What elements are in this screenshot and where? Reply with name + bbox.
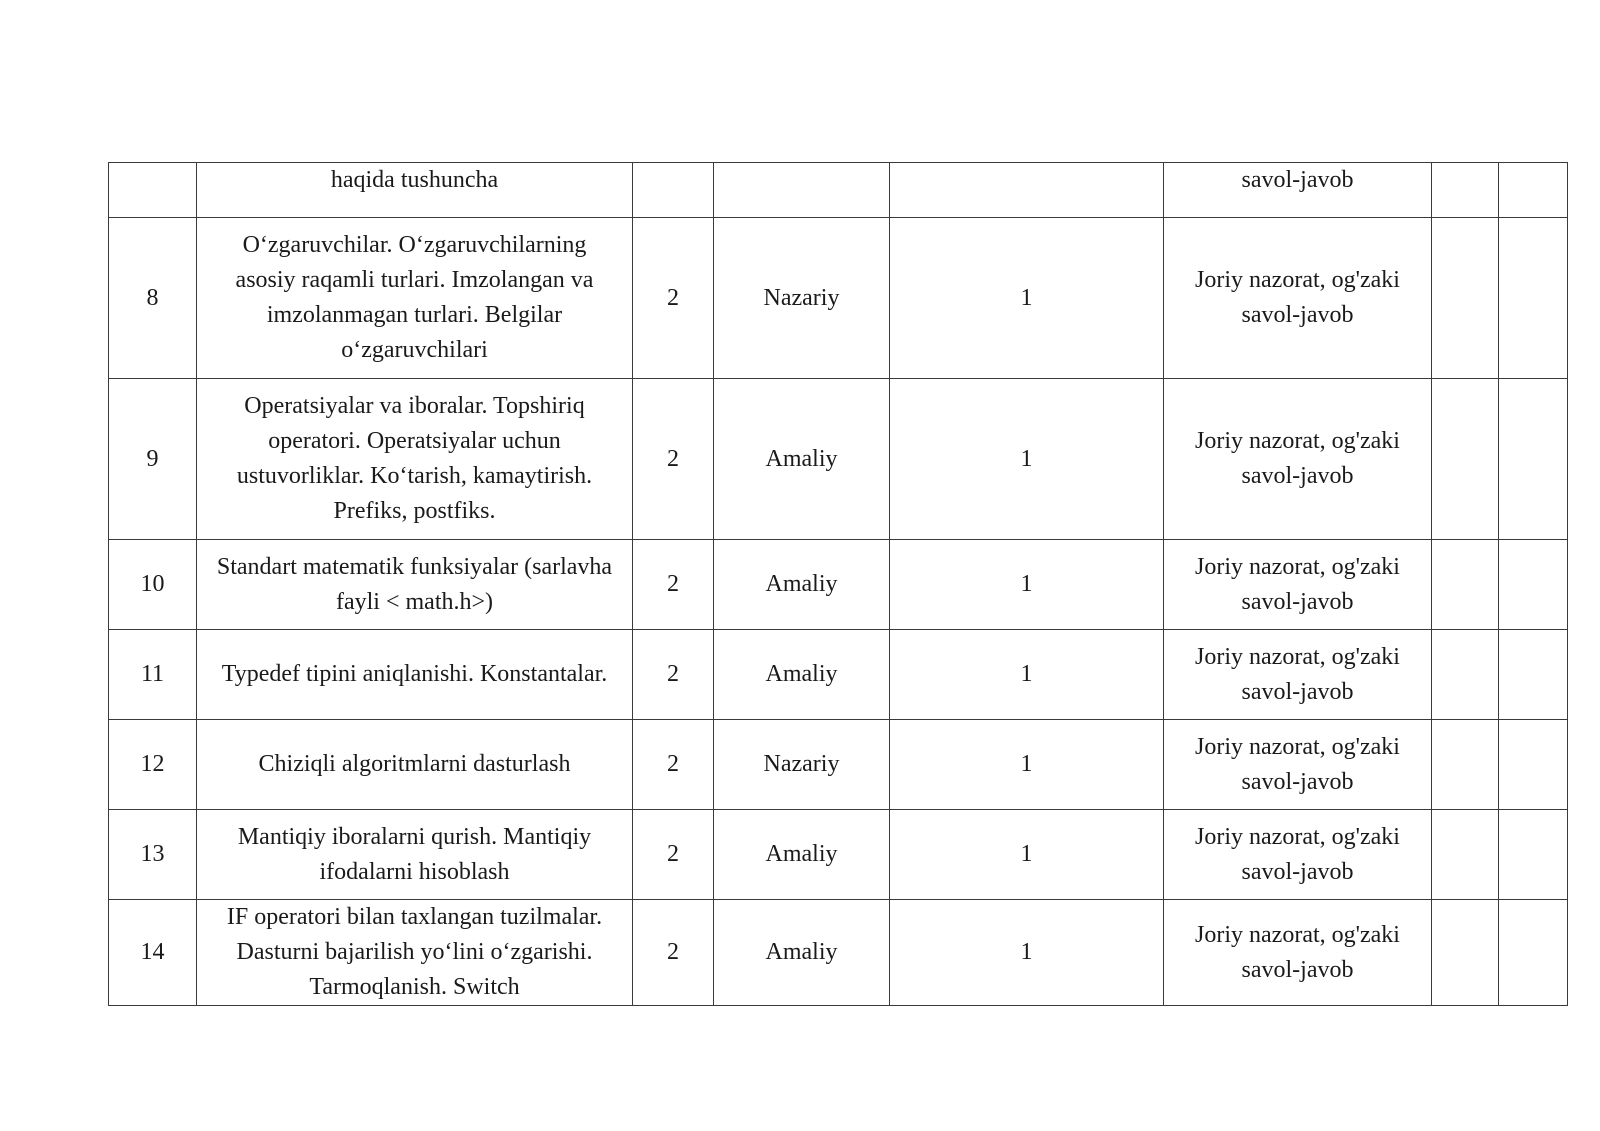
hours-cell: 2: [633, 218, 714, 379]
credit-cell: 1: [890, 630, 1164, 720]
control-cell: Joriy nazorat, og'zaki savol-javob: [1164, 900, 1432, 1006]
control-cell: Joriy nazorat, og'zaki savol-javob: [1164, 379, 1432, 540]
credit-cell: [890, 163, 1164, 218]
control-cell: Joriy nazorat, og'zaki savol-javob: [1164, 720, 1432, 810]
control-cell: savol-javob: [1164, 163, 1432, 218]
empty-cell: [1499, 900, 1568, 1006]
lesson-type-cell: Amaliy: [714, 810, 890, 900]
empty-cell: [1432, 630, 1499, 720]
empty-cell: [1432, 540, 1499, 630]
topic-cell: Chiziqli algoritmlarni dasturlash: [197, 720, 633, 810]
hours-cell: [633, 163, 714, 218]
topic-cell: IF operatori bilan taxlangan tuzilmalar. Dasturni bajarilish yo‘lini o‘zgarishi. Tarmoqlanish. Switch: [197, 900, 633, 1006]
empty-cell: [1499, 218, 1568, 379]
topic-cell: Standart matematik funksiyalar (sarlavha fayli < math.h>): [197, 540, 633, 630]
table-row: [109, 540, 1568, 630]
lesson-type-cell: [714, 163, 890, 218]
credit-cell: 1: [890, 810, 1164, 900]
credit-cell: 1: [890, 720, 1164, 810]
hours-cell: 2: [633, 810, 714, 900]
row-number-cell: 14: [109, 900, 197, 1006]
table-row: [109, 720, 1568, 810]
lesson-type-cell: Amaliy: [714, 379, 890, 540]
hours-cell: 2: [633, 720, 714, 810]
control-cell: Joriy nazorat, og'zaki savol-javob: [1164, 218, 1432, 379]
table-row: [109, 218, 1568, 379]
hours-cell: 2: [633, 630, 714, 720]
table-row: [109, 630, 1568, 720]
empty-cell: [1432, 720, 1499, 810]
credit-cell: 1: [890, 218, 1164, 379]
topic-cell: Mantiqiy iboralarni qurish. Mantiqiy ifodalarni hisoblash: [197, 810, 633, 900]
control-cell: Joriy nazorat, og'zaki savol-javob: [1164, 810, 1432, 900]
lesson-type-cell: Nazariy: [714, 720, 890, 810]
control-cell: Joriy nazorat, og'zaki savol-javob: [1164, 630, 1432, 720]
row-number-cell: 12: [109, 720, 197, 810]
empty-cell: [1499, 163, 1568, 218]
row-number-cell: 8: [109, 218, 197, 379]
empty-cell: [1432, 900, 1499, 1006]
empty-cell: [1432, 810, 1499, 900]
table-row: [109, 810, 1568, 900]
row-number-cell: 11: [109, 630, 197, 720]
empty-cell: [1499, 379, 1568, 540]
lesson-type-cell: Amaliy: [714, 540, 890, 630]
empty-cell: [1499, 540, 1568, 630]
lesson-type-cell: Nazariy: [714, 218, 890, 379]
row-number-cell: [109, 163, 197, 218]
hours-cell: 2: [633, 900, 714, 1006]
row-number-cell: 9: [109, 379, 197, 540]
topic-cell: O‘zgaruvchilar. O‘zgaruvchilarning asosiy raqamli turlari. Imzolangan va imzolanmagan turlari. Belgilar o‘zgaruvchilari: [197, 218, 633, 379]
topic-cell: Operatsiyalar va iboralar. Topshiriq operatori. Operatsiyalar uchun ustuvorliklar. Ko‘tarish, kamaytirish. Prefiks, postfiks.: [197, 379, 633, 540]
credit-cell: 1: [890, 379, 1164, 540]
syllabus-table: [108, 162, 1568, 1006]
topic-cell: Typedef tipini aniqlanishi. Konstantalar.: [197, 630, 633, 720]
empty-cell: [1432, 218, 1499, 379]
hours-cell: 2: [633, 379, 714, 540]
lesson-type-cell: Amaliy: [714, 900, 890, 1006]
topic-cell: haqida tushuncha: [197, 163, 633, 218]
empty-cell: [1499, 630, 1568, 720]
table-row: [109, 900, 1568, 1006]
row-number-cell: 13: [109, 810, 197, 900]
empty-cell: [1499, 810, 1568, 900]
table-row: [109, 379, 1568, 540]
row-number-cell: 10: [109, 540, 197, 630]
credit-cell: 1: [890, 540, 1164, 630]
empty-cell: [1499, 720, 1568, 810]
credit-cell: 1: [890, 900, 1164, 1006]
empty-cell: [1432, 163, 1499, 218]
empty-cell: [1432, 379, 1499, 540]
hours-cell: 2: [633, 540, 714, 630]
control-cell: Joriy nazorat, og'zaki savol-javob: [1164, 540, 1432, 630]
table-row: [109, 163, 1568, 218]
lesson-type-cell: Amaliy: [714, 630, 890, 720]
